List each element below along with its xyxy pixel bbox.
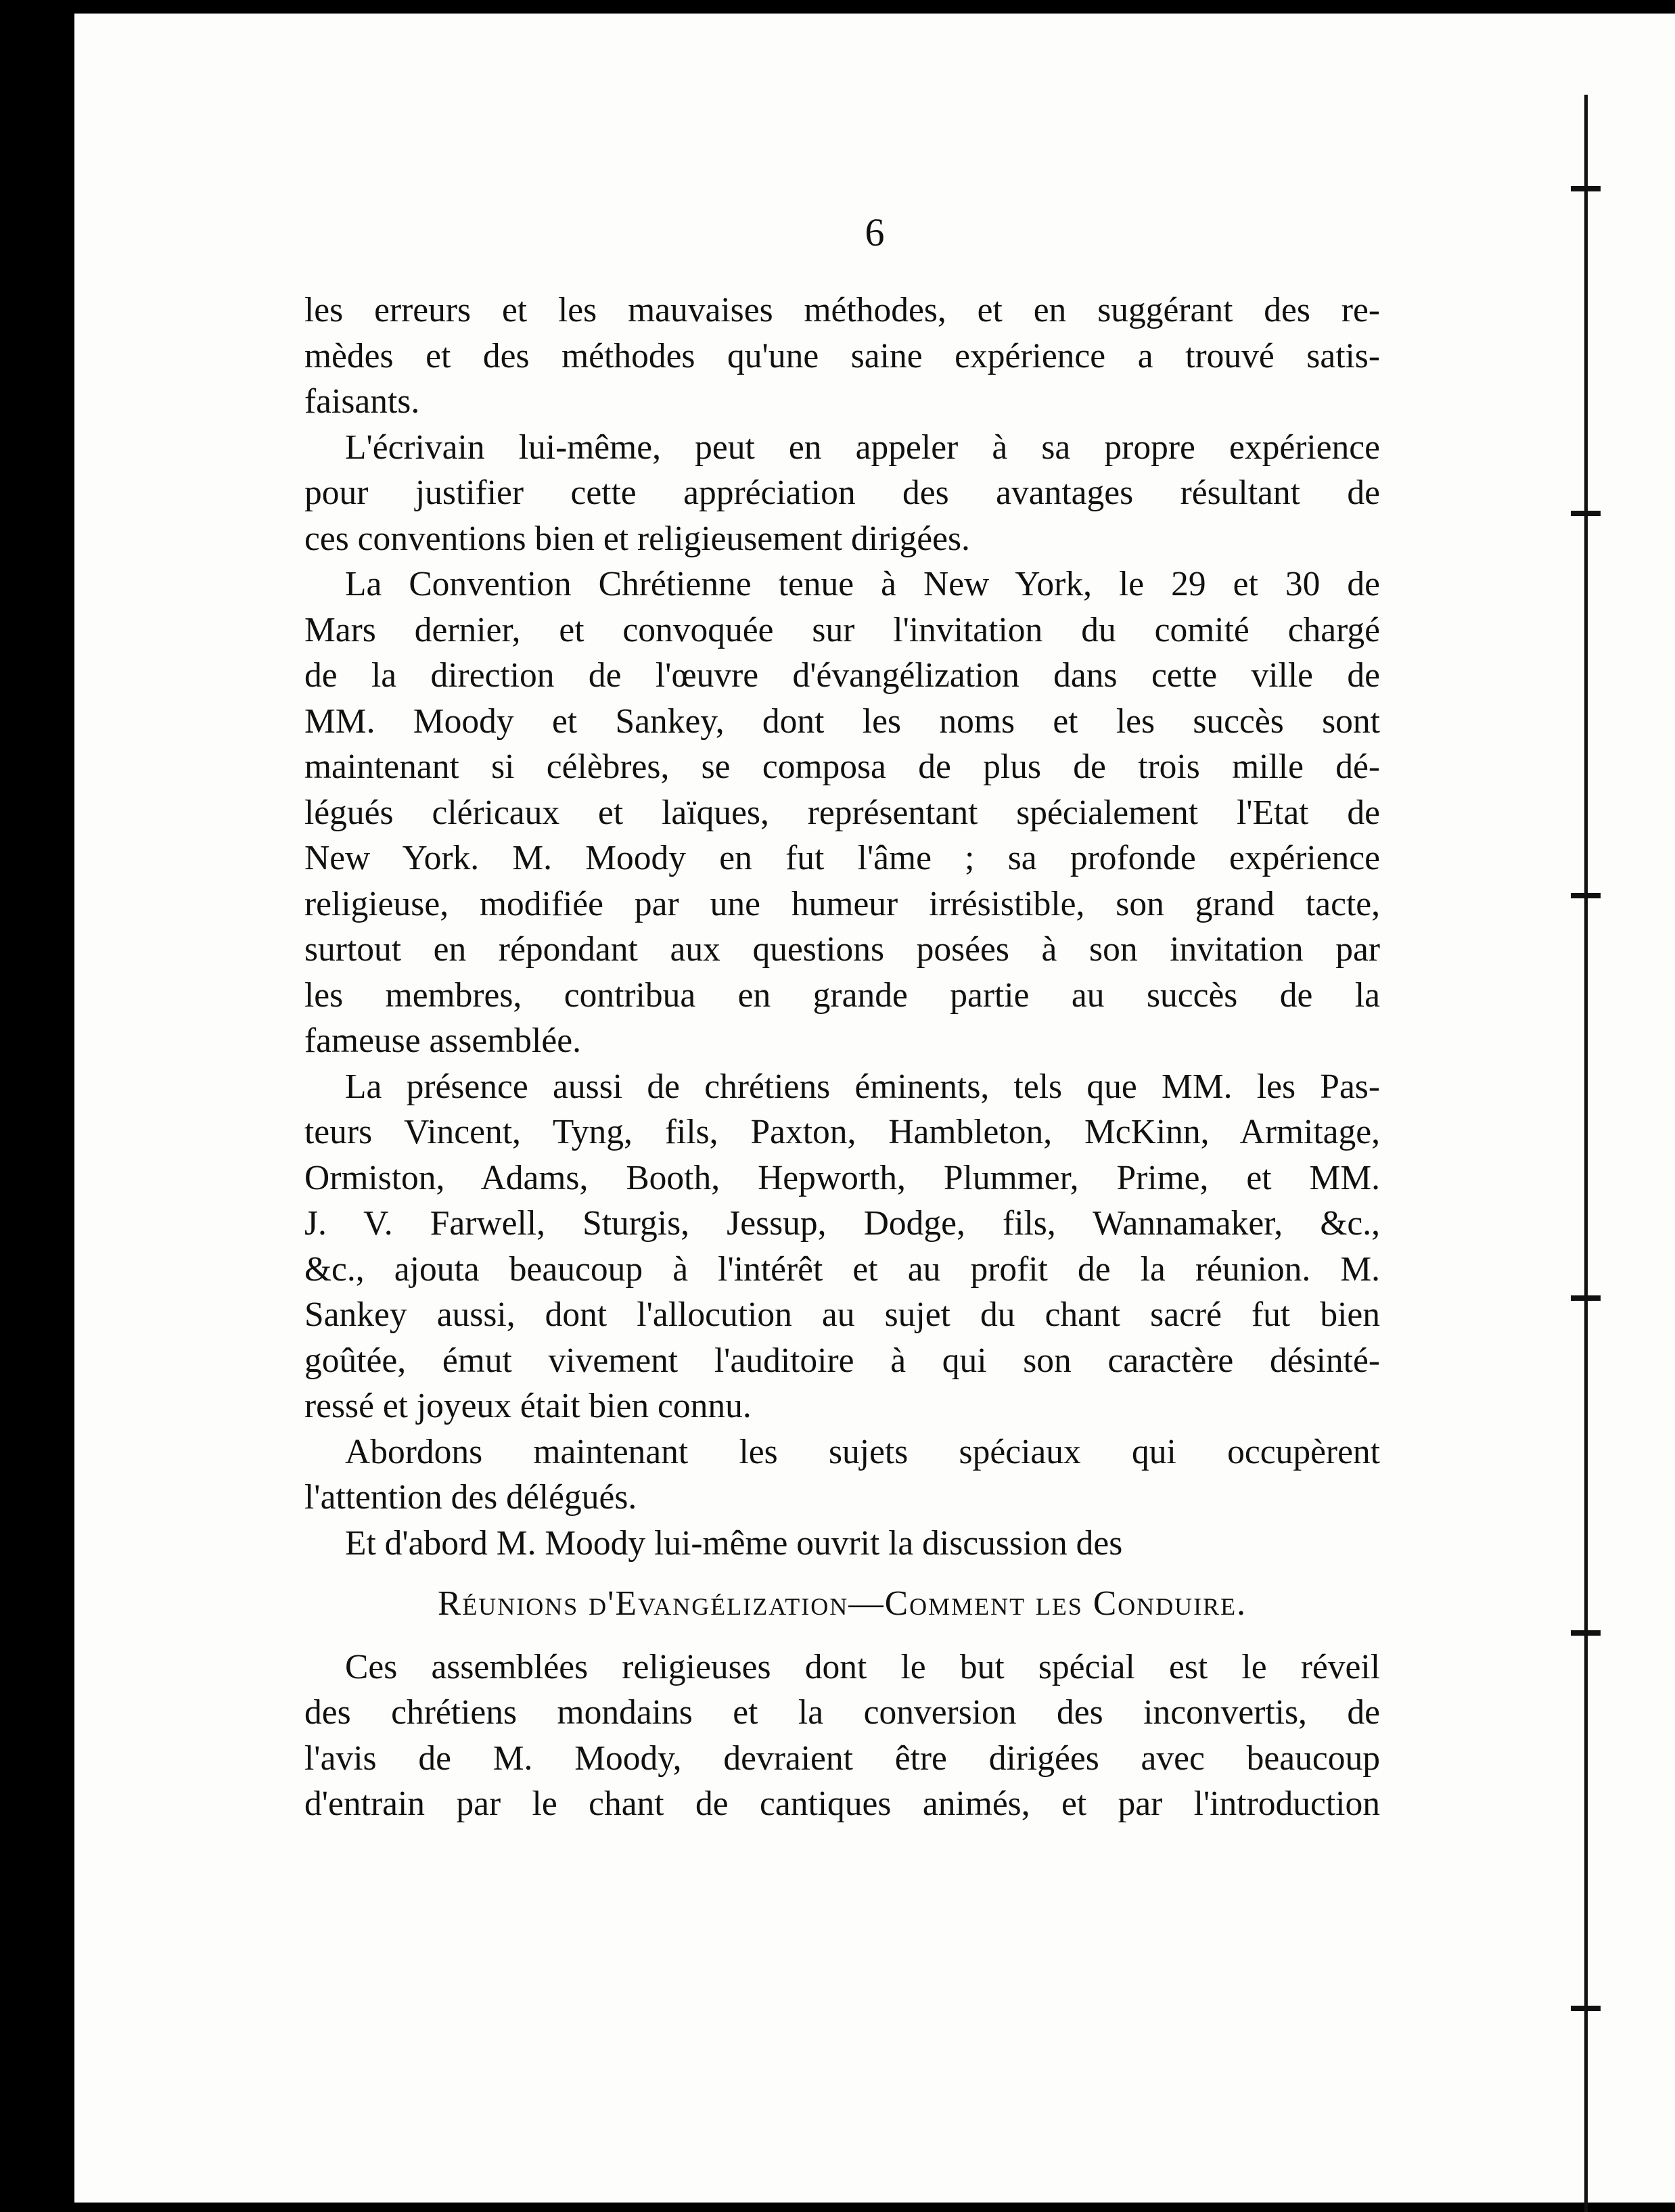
text-line: Ces assemblées religieuses dont le but spécial est le réveil — [345, 1647, 1380, 1686]
book-page — [74, 14, 1675, 2203]
text-line: La présence aussi de chrétiens éminents, tels que MM. les Pas- — [345, 1067, 1380, 1106]
binding-stitch — [1571, 893, 1601, 898]
text-line: des chrétiens mondains et la conversion des inconvertis, de — [304, 1693, 1380, 1732]
text-line: La Convention Chrétienne tenue à New York, le 29 et 30 de — [345, 565, 1380, 603]
body-text — [304, 287, 1380, 1827]
text-line: &c., ajouta beaucoup à l'intérêt et au profit de la réunion. M. — [304, 1249, 1380, 1289]
text-line: d'entrain par le chant de cantiques animés, et par l'introduction — [304, 1784, 1380, 1823]
text-line: Sankey aussi, dont l'allocution au sujet du chant sacré fut bien — [304, 1295, 1380, 1334]
text-line: MM. Moody et Sankey, dont les noms et les succès sont — [304, 701, 1380, 741]
text-line: maintenant si célèbres, se composa de plus de trois mille dé- — [304, 747, 1380, 786]
text-line: l'attention des délégués. — [304, 1478, 637, 1517]
text-line: légués cléricaux et laïques, représentant spécialement l'Etat de — [304, 793, 1380, 832]
section-heading: Réunions d'Evangélization—Comment les Conduire. — [437, 1584, 1247, 1623]
text-line: J. V. Farwell, Sturgis, Jessup, Dodge, fils, Wannamaker, &c., — [304, 1204, 1380, 1243]
text-line: L'écrivain lui-même, peut en appeler à sa propre expérience — [345, 428, 1380, 467]
text-line: l'avis de M. Moody, devraient être dirigées avec beaucoup — [304, 1738, 1380, 1778]
text-line: religieuse, modifiée par une humeur irrésistible, son grand tacte, — [304, 884, 1380, 923]
binding-stitch — [1571, 2006, 1601, 2011]
binding-stitch — [1571, 186, 1601, 191]
text-line: New York. M. Moody en fut l'âme ; sa profonde expérience — [304, 839, 1380, 877]
text-line: Ormiston, Adams, Booth, Hepworth, Plummer, Prime, et MM. — [304, 1158, 1380, 1197]
binding-stitch — [1571, 511, 1601, 516]
page-number: 6 — [865, 210, 885, 254]
text-line: pour justifier cette appréciation des avantages résultant de — [304, 474, 1380, 512]
text-line: les erreurs et les mauvaises méthodes, et en suggérant des re- — [304, 291, 1380, 329]
text-line: mèdes et des méthodes qu'une saine expérience a trouvé satis- — [304, 336, 1380, 375]
text-line: goûtée, émut vivement l'auditoire à qui son caractère désinté- — [304, 1341, 1380, 1380]
text-line: ces conventions bien et religieusement dirigées. — [304, 519, 970, 558]
text-line: Et d'abord M. Moody lui-même ouvrit la discussion des — [345, 1523, 1123, 1563]
text-line: Mars dernier, et convoquée sur l'invitation du comité chargé — [304, 610, 1380, 649]
text-line: faisants. — [304, 382, 420, 421]
paragraphs-after-heading — [304, 1644, 1380, 1827]
text-line: surtout en répondant aux questions posées à son invitation par — [304, 930, 1380, 969]
text-line: ressé et joyeux était bien connu. — [304, 1387, 752, 1425]
binding-spine — [1584, 95, 1588, 2212]
text-line: de la direction de l'œuvre d'évangélization dans cette ville de — [304, 656, 1380, 695]
text-line: les membres, contribua en grande partie au succès de la — [304, 975, 1380, 1015]
text-line: fameuse assemblée. — [304, 1021, 581, 1060]
binding-stitch — [1571, 1295, 1601, 1301]
binding-stitch — [1571, 1630, 1601, 1636]
text-line: teurs Vincent, Tyng, fils, Paxton, Hambleton, McKinn, Armitage, — [304, 1113, 1380, 1151]
paragraphs-before-heading — [304, 287, 1380, 1566]
text-line: Abordons maintenant les sujets spéciaux qui occupèrent — [345, 1432, 1380, 1471]
